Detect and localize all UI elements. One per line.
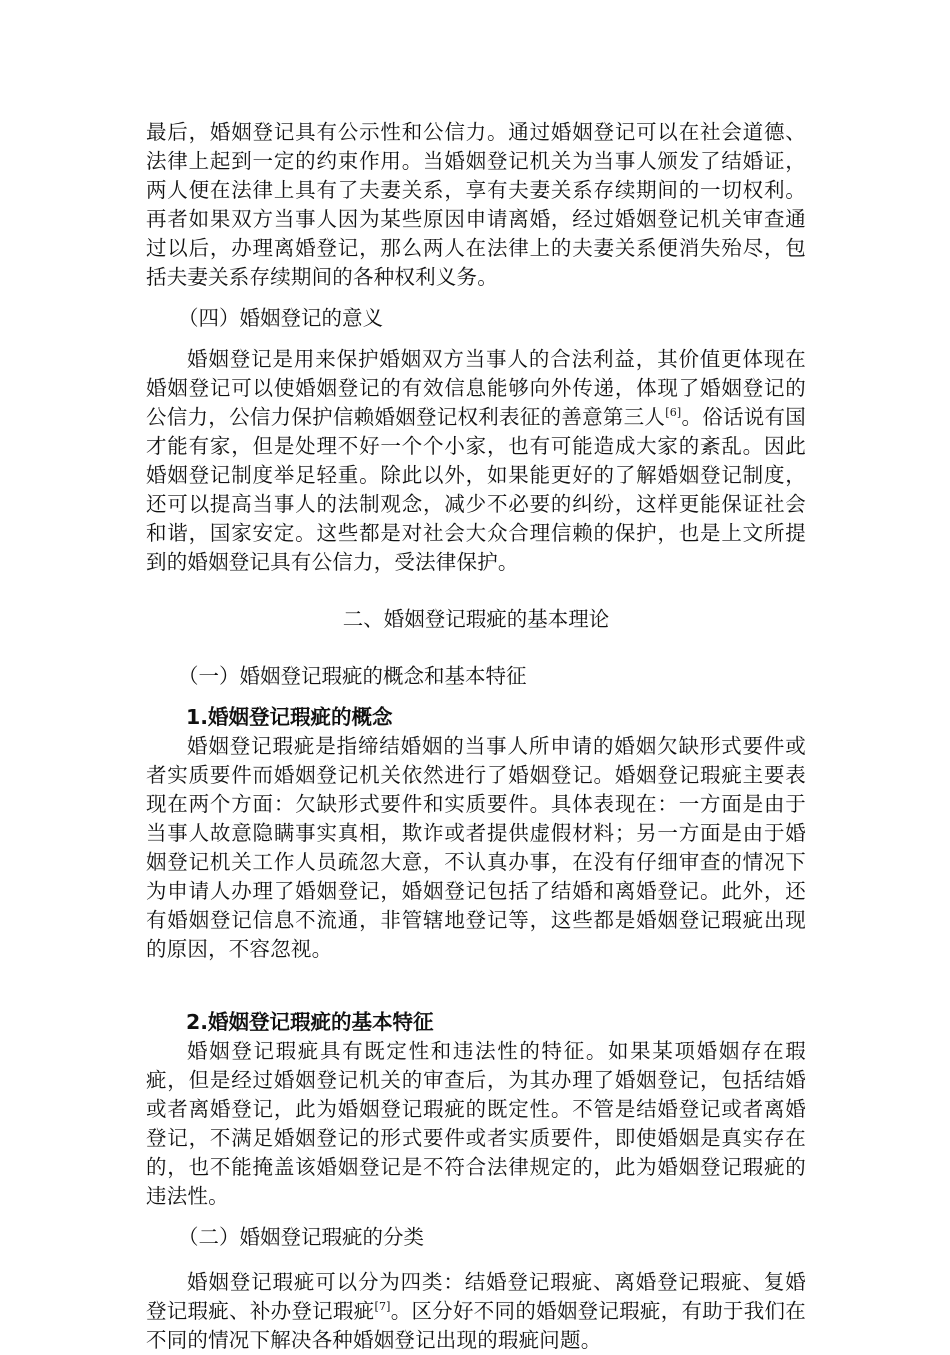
paragraph-classification-text-a: 婚姻登记瑕疵可以分为四类：结婚登记瑕疵、离婚登记瑕疵、复婚登记瑕疵、补办登记瑕疵 bbox=[146, 1270, 806, 1323]
paragraph-significance-text-b: 。俗话说有国才能有家，但是处理不好一个个小家，也有可能造成大家的紊乱。因此婚姻登记制度举足轻重。除此以外，如果能更好的了解婚姻登记制度，还可以提高当事人的法制观念，减少不必要的纠纷，这样更能保证社会和谐，国家安定。这些都是对社会大众合理信赖的保护，也是上文所提到的婚姻登记具有公信力，受法律保护。 bbox=[146, 405, 806, 574]
paragraph-significance-text-a: 婚姻登记是用来保护婚姻双方当事人的合法利益，其价值更体现在婚姻登记可以使婚姻登记的有效信息能够向外传递，体现了婚姻登记的公信力，公信力保护信赖婚姻登记权利表征的善意第三人 bbox=[146, 347, 806, 429]
section-heading-concept-features: （一）婚姻登记瑕疵的概念和基本特征 bbox=[178, 664, 527, 688]
subheading-features: 2.婚姻登记瑕疵的基本特征 bbox=[186, 1010, 434, 1034]
paragraph-concept: 婚姻登记瑕疵是指缔结婚姻的当事人所申请的婚姻欠缺形式要件或者实质要件而婚姻登记机关依然进行了婚姻登记。婚姻登记瑕疵主要表现在两个方面：欠缺形式要件和实质要件。具体表现在：一方面是由于当事人故意隐瞒事实真相，欺诈或者提供虚假材料；另一方面是由于婚姻登记机关工作人员疏忽大意，不认真办事，在没有仔细审查的情况下为申请人办理了婚姻登记，婚姻登记包括了结婚和离婚登记。此外，还有婚姻登记信息不流通，非管辖地登记等，这些都是婚姻登记瑕疵出现的原因，不容忽视。 bbox=[146, 734, 806, 961]
section-heading-significance: （四）婚姻登记的意义 bbox=[178, 306, 383, 330]
paragraph-significance bbox=[146, 345, 806, 577]
paragraph-classification-text-b: 。区分好不同的婚姻登记瑕疵，有助于我们在不同的情况下解决各种婚姻登记出现的瑕疵问题。 bbox=[146, 1299, 807, 1352]
subheading-concept: 1.婚姻登记瑕疵的概念 bbox=[186, 705, 393, 729]
paragraph-classification bbox=[146, 1268, 806, 1355]
section-heading-classification: （二）婚姻登记瑕疵的分类 bbox=[178, 1225, 424, 1249]
document-page bbox=[146, 118, 806, 1355]
paragraph-publicity: 最后，婚姻登记具有公示性和公信力。通过婚姻登记可以在社会道德、法律上起到一定的约束作用。当婚姻登记机关为当事人颁发了结婚证，两人便在法律上具有了夫妻关系，享有夫妻关系存续期间的一切权利。再者如果双方当事人因为某些原因申请离婚，经过婚姻登记机关审查通过以后，办理离婚登记，那么两人在法律上的夫妻关系便消失殆尽，包括夫妻关系存续期间的各种权利义务。 bbox=[146, 120, 806, 289]
chapter-heading-basic-theory: 二、婚姻登记瑕疵的基本理论 bbox=[342, 607, 610, 631]
citation-ref-6: [6] bbox=[665, 406, 682, 420]
paragraph-features: 婚姻登记瑕疵具有既定性和违法性的特征。如果某项婚姻存在瑕疵，但是经过婚姻登记机关的审查后，为其办理了婚姻登记，包括结婚或者离婚登记，此为婚姻登记瑕疵的既定性。不管是结婚登记或者离婚登记，不满足婚姻登记的形式要件或者实质要件，即使婚姻是真实存在的，也不能掩盖该婚姻登记是不符合法律规定的，此为婚姻登记瑕疵的违法性。 bbox=[146, 1039, 806, 1208]
citation-ref-7: [7] bbox=[374, 1300, 391, 1314]
